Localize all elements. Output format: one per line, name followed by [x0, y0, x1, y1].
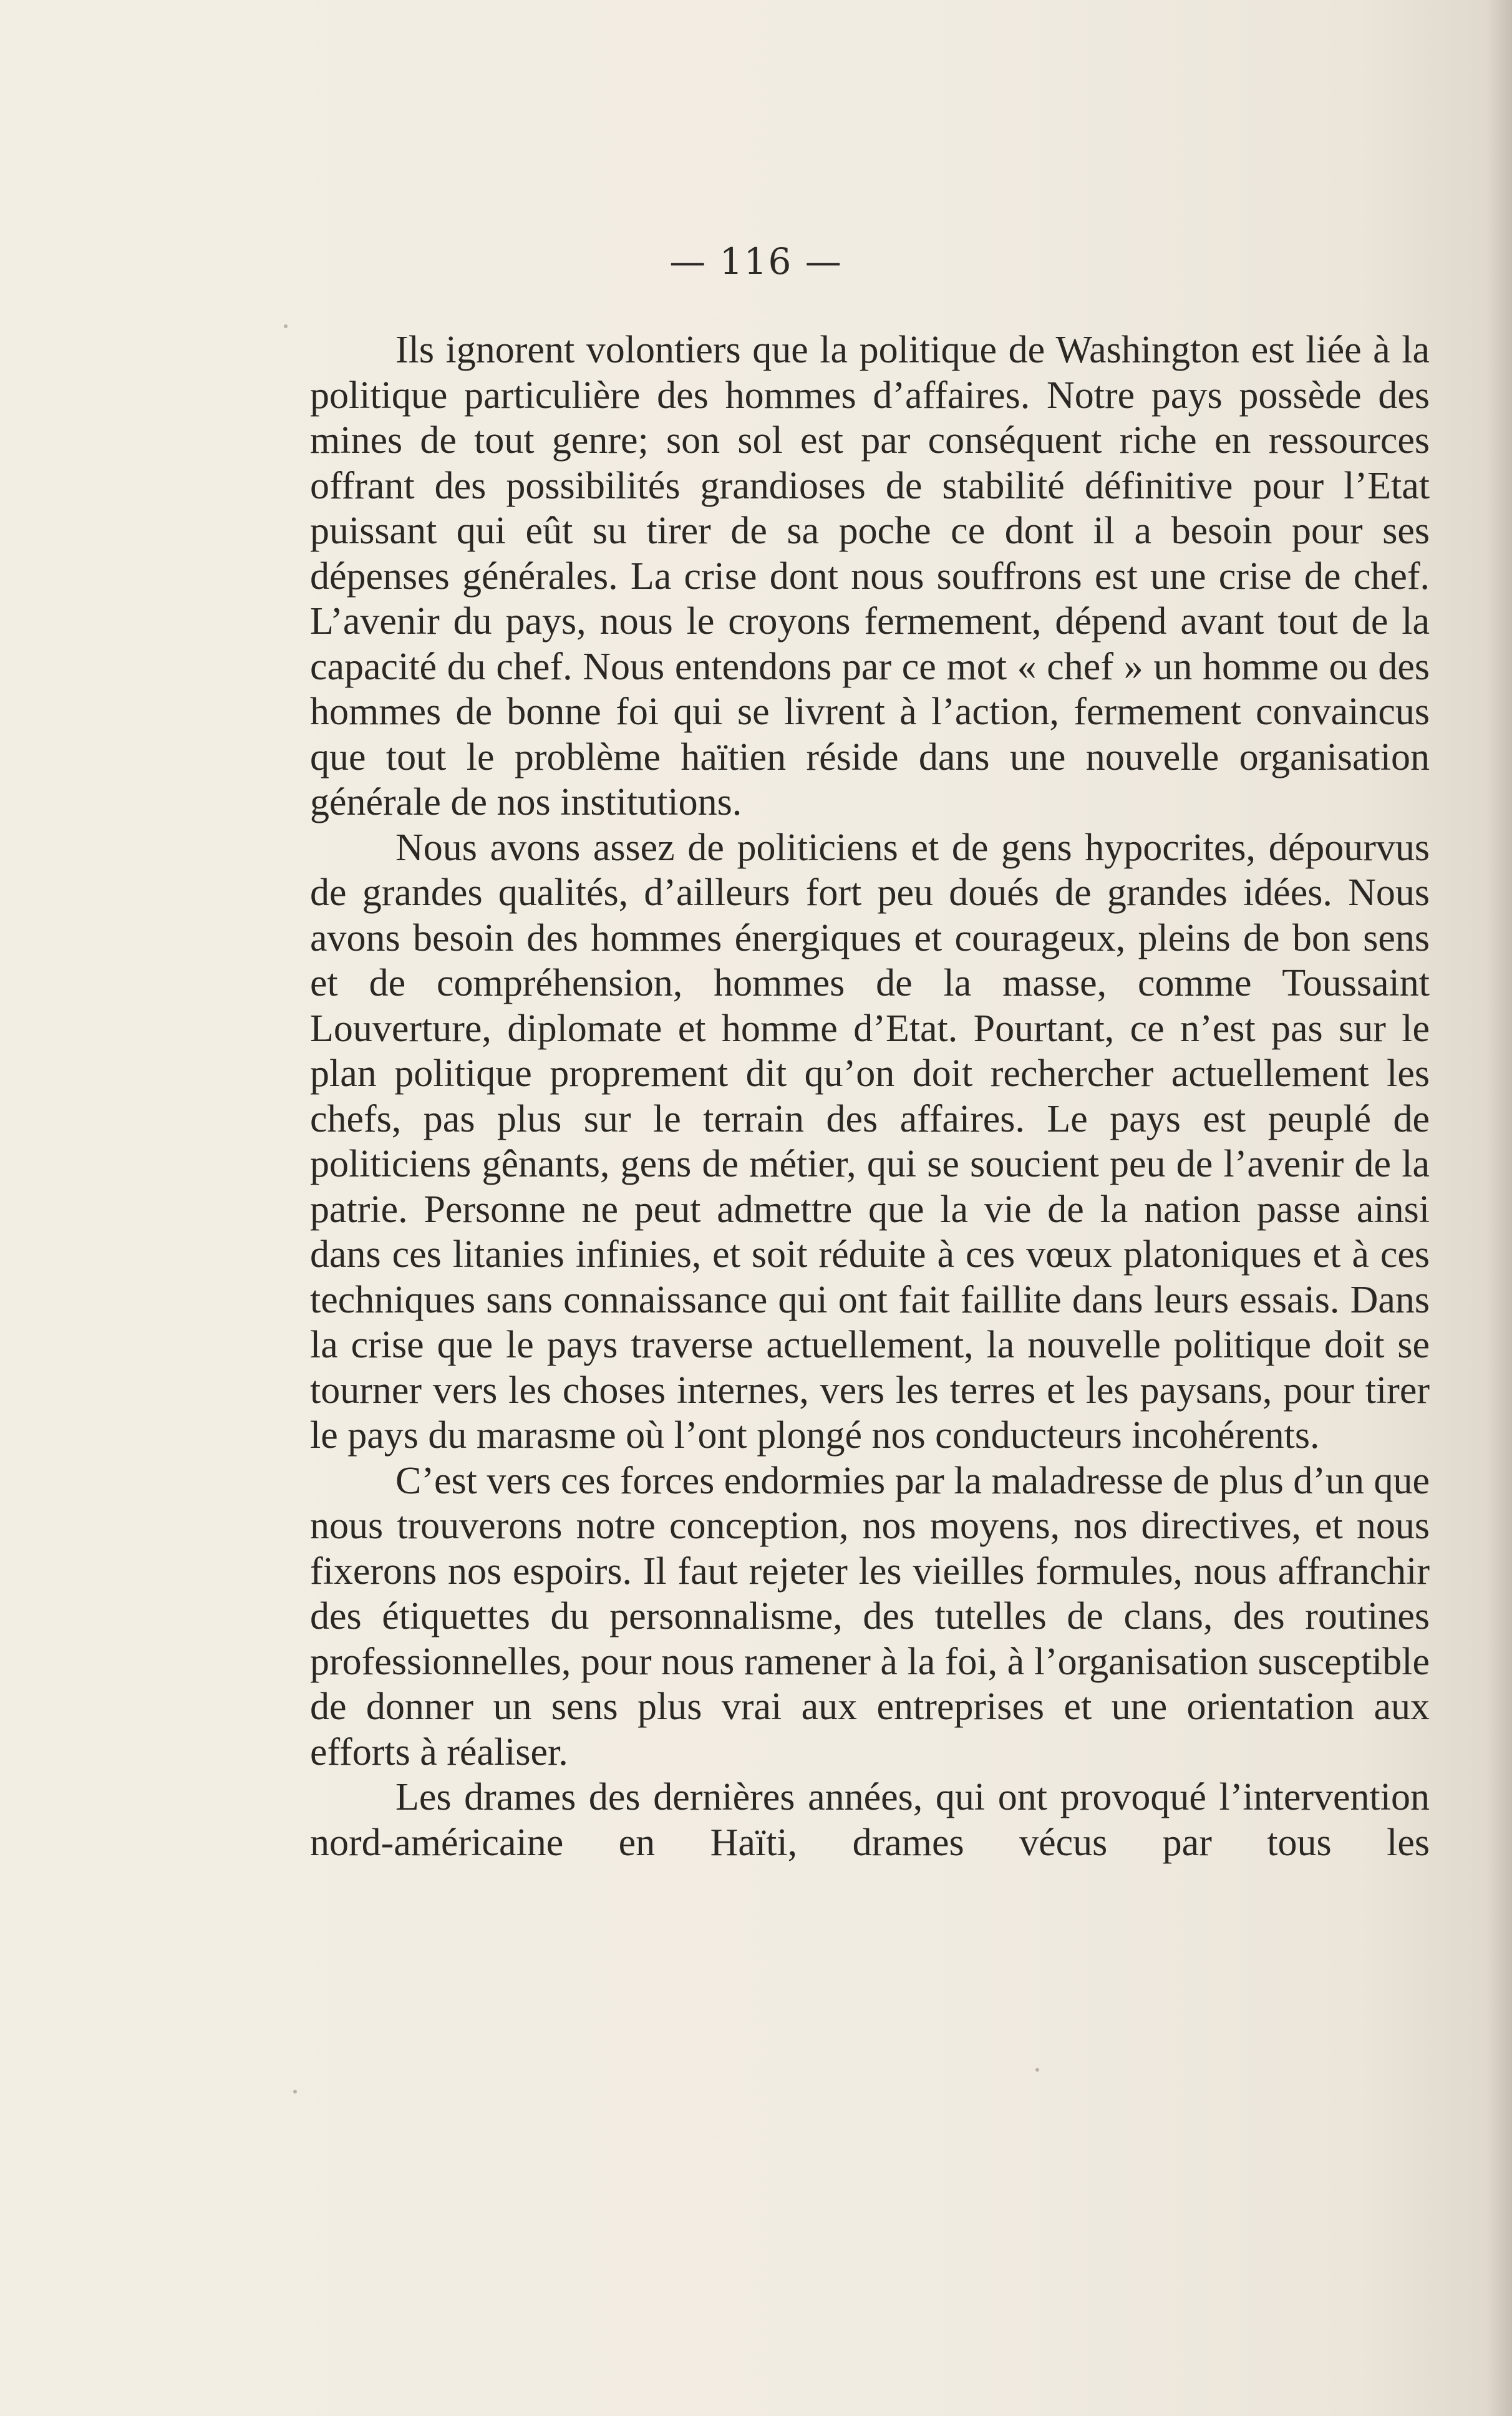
paragraph-3: C’est vers ces forces endormies par la maladresse de plus d’un que nous trouverons notre conception, nos moyens, nos directives, et nous fixerons nos espoirs. Il faut rejeter les vieilles formules, nous affranchir des étiquettes du personnalisme, des tutelles de clans, des routines professionnelles, pour nous ramener à la foi, à l’organisation susceptible de donner un sens plus vrai aux entreprises et une orientation aux efforts à réaliser. — [310, 1459, 1430, 1773]
paragraph-4: Les drames des dernières années, qui ont provoqué l’intervention nord-américaine en Haïti, drames vécus par tous les — [310, 1776, 1430, 1864]
page-number: — 116 — — [669, 240, 843, 283]
paragraph-1: Ils ignorent volontiers que la politique de Washington est liée à la politique particulière des hommes d’affaires. Notre pays possède des mines de tout genre; son sol est par conséquent riche en ressources offrant des possibilités grandioses de stabilité définitive pour l’Etat puissant qui eût su tirer de sa poche ce dont il a besoin pour ses dépenses générales. La crise dont nous souffrons est une crise de chef. L’avenir du pays, nous le croyons fermement, dépend avant tout de la capacité du chef. Nous entendons par ce mot « chef » un homme ou des hommes de bonne foi qui se livrent à l’action, fermement convaincus que tout le problème haïtien réside dans une nouvelle organisation générale de nos institutions. — [310, 329, 1430, 823]
scan-speck — [293, 2090, 297, 2093]
scan-speck — [284, 324, 288, 328]
body-text — [310, 327, 1430, 1865]
scan-speck — [1035, 2068, 1039, 2072]
paragraph-2: Nous avons assez de politiciens et de gens hypocrites, dépourvus de grandes qualités, d’ailleurs fort peu doués de grandes idées. Nous avons besoin des hommes énergiques et courageux, pleins de bon sens et de compréhension, hommes de la masse, comme Toussaint Louverture, diplomate et homme d’Etat. Pourtant, ce n’est pas sur le plan politique proprement dit qu’on doit rechercher actuellement les chefs, pas plus sur le terrain des affaires. Le pays est peuplé de politiciens gênants, gens de métier, qui se soucient peu de l’avenir de la patrie. Personne ne peut admettre que la vie de la nation passe ainsi dans ces litanies infinies, et soit réduite à ces vœux platoniques et à ces techniques sans connaissance qui ont fait faillite dans leurs essais. Dans la crise que le pays traverse actuellement, la nouvelle politique doit se tourner vers les choses internes, vers les terres et les paysans, pour tirer le pays du marasme où l’ont plongé nos conducteurs incohérents. — [310, 826, 1430, 1457]
page-edge-shadow — [1487, 0, 1512, 2416]
